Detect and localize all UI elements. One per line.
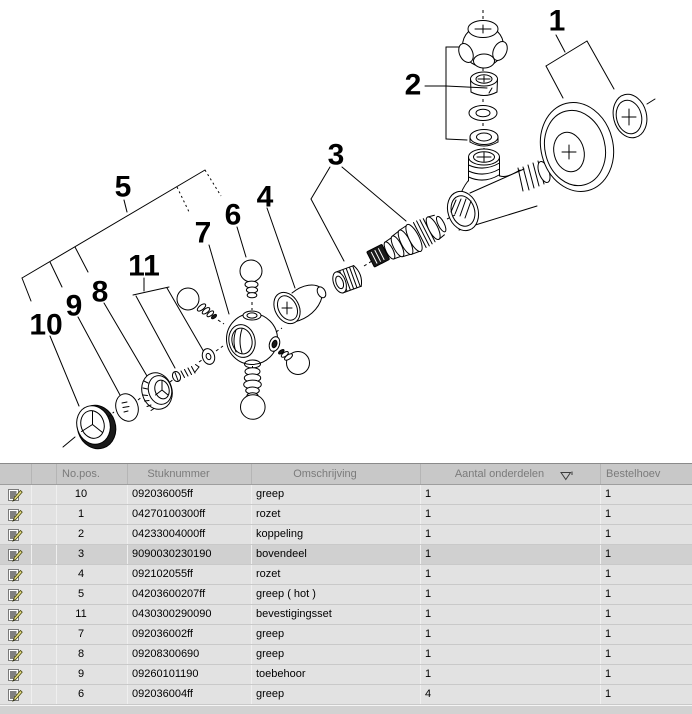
cell-aantal-onderdelen: 1 bbox=[421, 485, 601, 504]
bottom-strip bbox=[0, 705, 692, 714]
callout-number-10: 10 bbox=[29, 308, 63, 342]
callout-number-9: 9 bbox=[65, 289, 83, 323]
table-body bbox=[0, 485, 692, 705]
callout-number-8: 8 bbox=[91, 275, 109, 309]
part-spline-adapter bbox=[330, 265, 364, 295]
callout-number-2: 2 bbox=[404, 68, 422, 102]
cell-stuknummer: 0430300290090 bbox=[128, 605, 252, 624]
callout-number-1: 1 bbox=[548, 4, 566, 38]
part-handle-sphere bbox=[226, 311, 282, 368]
edit-row-icon[interactable] bbox=[8, 508, 23, 522]
cell-stuknummer: 04203600207ff bbox=[128, 585, 252, 604]
table-row[interactable] bbox=[0, 665, 692, 685]
cell-omschrijving: greep bbox=[252, 485, 421, 504]
cell-bestelhoeveelheid: 1 bbox=[605, 508, 612, 520]
edit-row-icon[interactable] bbox=[8, 628, 23, 642]
adapter-axis-dash bbox=[364, 261, 372, 266]
part-cross-handle-knob bbox=[456, 10, 510, 68]
part-coupling-stack bbox=[469, 68, 498, 152]
row-spacer-cell bbox=[32, 665, 57, 684]
table-row[interactable] bbox=[0, 545, 692, 565]
row-spacer-cell bbox=[32, 565, 57, 584]
table-row[interactable] bbox=[0, 505, 692, 525]
cell-no-pos: 8 bbox=[57, 645, 128, 664]
edit-row-icon[interactable] bbox=[8, 688, 23, 702]
cell-omschrijving: bovendeel bbox=[252, 545, 421, 564]
cell-no-pos: 1 bbox=[57, 505, 128, 524]
row-spacer-cell bbox=[32, 625, 57, 644]
cell-aantal-onderdelen: 1 bbox=[421, 525, 601, 544]
edit-row-icon[interactable] bbox=[8, 488, 23, 502]
cell-no-pos: 2 bbox=[57, 525, 128, 544]
row-edit-cell bbox=[0, 505, 32, 524]
cell-aantal-onderdelen: 1 bbox=[421, 505, 601, 524]
table-row[interactable] bbox=[0, 565, 692, 585]
cell-aantal-onderdelen: 1 bbox=[421, 585, 601, 604]
header-omschrijving[interactable]: Omschrijving bbox=[252, 464, 421, 484]
edit-row-icon[interactable] bbox=[8, 668, 23, 682]
row-spacer-cell bbox=[32, 525, 57, 544]
cell-no-pos: 5 bbox=[57, 585, 128, 604]
row-spacer-cell bbox=[32, 485, 57, 504]
cell-bestelhoeveelheid: 1 bbox=[605, 628, 612, 640]
row-spacer-cell bbox=[32, 545, 57, 564]
table-header-row bbox=[0, 464, 692, 485]
row-edit-cell bbox=[0, 565, 32, 584]
cell-omschrijving: rozet bbox=[252, 565, 421, 584]
table-row[interactable] bbox=[0, 605, 692, 625]
cell-omschrijving: greep bbox=[252, 645, 421, 664]
table-row[interactable] bbox=[0, 525, 692, 545]
cell-stuknummer: 092036004ff bbox=[128, 685, 252, 704]
edit-row-icon[interactable] bbox=[8, 568, 23, 582]
cell-bestelhoeveelheid: 1 bbox=[605, 608, 612, 620]
cell-stuknummer: 092036002ff bbox=[128, 625, 252, 644]
callout-number-3: 3 bbox=[327, 138, 345, 172]
cell-stuknummer: 04233004000ff bbox=[128, 525, 252, 544]
row-edit-cell bbox=[0, 585, 32, 604]
table-row[interactable] bbox=[0, 645, 692, 665]
cell-omschrijving: koppeling bbox=[252, 525, 421, 544]
cell-bestelhoeveelheid: 1 bbox=[605, 548, 612, 560]
part-fixing-set bbox=[171, 346, 223, 383]
cell-omschrijving: greep bbox=[252, 685, 421, 704]
row-edit-cell bbox=[0, 665, 32, 684]
row-edit-cell bbox=[0, 645, 32, 664]
header-bestelhoeveelheid[interactable]: Bestelhoev bbox=[606, 468, 661, 480]
cell-bestelhoeveelheid: 1 bbox=[605, 588, 612, 600]
header-aantal-label: Aantal onderdelen bbox=[454, 468, 545, 480]
cell-no-pos: 7 bbox=[57, 625, 128, 644]
cell-aantal-onderdelen: 1 bbox=[421, 565, 601, 584]
cell-omschrijving: toebehoor bbox=[252, 665, 421, 684]
edit-row-icon[interactable] bbox=[8, 588, 23, 602]
cell-stuknummer: 09260101190 bbox=[128, 665, 252, 684]
cell-no-pos: 11 bbox=[57, 605, 128, 624]
row-spacer-cell bbox=[32, 685, 57, 704]
row-spacer-cell bbox=[32, 585, 57, 604]
edit-row-icon[interactable] bbox=[8, 648, 23, 662]
cell-omschrijving: greep bbox=[252, 625, 421, 644]
part-cartridge-bovendeel bbox=[364, 209, 451, 273]
callout-number-7: 7 bbox=[194, 216, 212, 250]
sort-filter-icon[interactable] bbox=[560, 469, 574, 480]
edit-row-icon[interactable] bbox=[8, 548, 23, 562]
edit-row-icon[interactable] bbox=[8, 608, 23, 622]
cell-omschrijving: rozet bbox=[252, 505, 421, 524]
parts-table bbox=[0, 463, 692, 705]
row-edit-cell bbox=[0, 605, 32, 624]
part-handle-disc bbox=[63, 400, 121, 454]
table-row[interactable] bbox=[0, 625, 692, 645]
cell-omschrijving: bevestigingsset bbox=[252, 605, 421, 624]
row-edit-cell bbox=[0, 625, 32, 644]
row-spacer-cell bbox=[32, 505, 57, 524]
cell-aantal-onderdelen: 1 bbox=[421, 545, 601, 564]
cell-aantal-onderdelen: 4 bbox=[421, 685, 601, 704]
row-edit-cell bbox=[0, 525, 32, 544]
cell-bestelhoeveelheid: 1 bbox=[605, 688, 612, 700]
cell-omschrijving: greep ( hot ) bbox=[252, 585, 421, 604]
part-valve-body bbox=[443, 149, 561, 235]
row-edit-cell bbox=[0, 545, 32, 564]
header-edit-column bbox=[0, 464, 32, 484]
part-bell-rosette bbox=[269, 285, 328, 332]
row-edit-cell bbox=[0, 685, 32, 704]
cell-aantal-onderdelen: 1 bbox=[421, 665, 601, 684]
cell-aantal-onderdelen: 1 bbox=[421, 605, 601, 624]
leader-lines bbox=[22, 35, 614, 406]
cell-aantal-onderdelen: 1 bbox=[421, 645, 601, 664]
cell-bestelhoeveelheid: 1 bbox=[605, 488, 612, 500]
part-small-disc bbox=[112, 391, 143, 424]
cell-stuknummer: 09208300690 bbox=[128, 645, 252, 664]
cell-bestelhoeveelheid: 1 bbox=[605, 668, 612, 680]
cell-no-pos: 9 bbox=[57, 665, 128, 684]
header-stuknummer[interactable]: Stuknummer bbox=[128, 464, 252, 484]
cell-stuknummer: 092102055ff bbox=[128, 565, 252, 584]
cell-no-pos: 4 bbox=[57, 565, 128, 584]
cell-no-pos: 3 bbox=[57, 545, 128, 564]
row-spacer-cell bbox=[32, 645, 57, 664]
row-spacer-cell bbox=[32, 605, 57, 624]
callout-number-11: 11 bbox=[128, 249, 160, 283]
cell-stuknummer: 9090030230190 bbox=[128, 545, 252, 564]
cell-bestelhoeveelheid: 1 bbox=[605, 568, 612, 580]
cell-no-pos: 10 bbox=[57, 485, 128, 504]
cell-no-pos: 6 bbox=[57, 685, 128, 704]
part-flange-cap bbox=[137, 369, 176, 413]
callout-number-5: 5 bbox=[114, 170, 132, 204]
header-aantal-onderdelen[interactable] bbox=[421, 464, 601, 484]
part-wall-rosette bbox=[531, 91, 655, 200]
cell-aantal-onderdelen: 1 bbox=[421, 625, 601, 644]
callout-number-6: 6 bbox=[224, 198, 242, 232]
callout-number-4: 4 bbox=[256, 180, 274, 214]
cell-stuknummer: 092036005ff bbox=[128, 485, 252, 504]
table-row[interactable] bbox=[0, 585, 692, 605]
cell-bestelhoeveelheid: 1 bbox=[605, 528, 612, 540]
row-edit-cell bbox=[0, 485, 32, 504]
table-row[interactable] bbox=[0, 485, 692, 505]
cell-bestelhoeveelheid: 1 bbox=[605, 648, 612, 660]
header-no-pos[interactable]: No.pos. bbox=[57, 464, 128, 484]
cell-stuknummer: 04270100300ff bbox=[128, 505, 252, 524]
header-spacer-column bbox=[32, 464, 57, 484]
edit-row-icon[interactable] bbox=[8, 528, 23, 542]
table-row[interactable] bbox=[0, 685, 692, 705]
